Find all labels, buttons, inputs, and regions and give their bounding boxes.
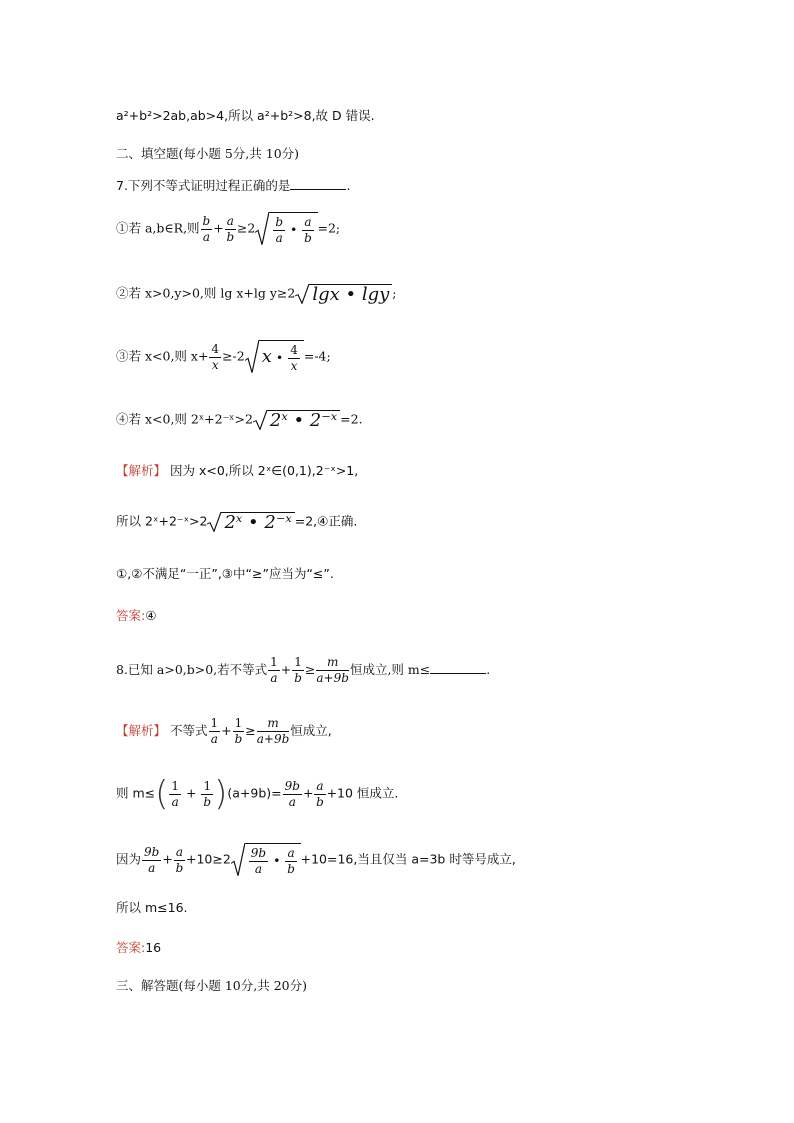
text: +10≥2 xyxy=(185,851,231,867)
text-line xyxy=(116,108,375,124)
text: 恒成立, xyxy=(290,723,332,738)
square-root: 2ˣ • 2⁻ˣ xyxy=(253,410,340,430)
analysis-line xyxy=(116,900,188,916)
fraction: $\frac{b}{a}$ xyxy=(202,213,211,244)
text: +10 恒成立. xyxy=(326,785,399,801)
square-root: 2ˣ • 2⁻ˣ xyxy=(207,512,294,532)
text: ; xyxy=(392,285,397,301)
fraction: $\frac{a}{b}$ xyxy=(316,778,324,809)
analysis-line: 【解析】 不等式 $\frac{1}{a}$ + $\frac{1}{b}$ ≥ $\frac{m}{a+9b}$ 恒成立, xyxy=(116,716,332,746)
answer-blank[interactable] xyxy=(290,189,346,190)
answer-label: 答案: xyxy=(116,608,146,623)
fraction: $\frac{1}{b}$ xyxy=(294,655,302,685)
text: 所以 m≤16. xyxy=(116,900,188,915)
text: 因为 x<0,所以 2ˣ∈(0,1),2⁻ˣ>1, xyxy=(170,463,359,478)
answer-line xyxy=(116,608,156,624)
text: 所以 2ˣ+2⁻ˣ>2 xyxy=(116,513,208,529)
fraction: $\frac{a}{b}$ xyxy=(226,213,235,244)
section-heading xyxy=(116,146,299,162)
square-root: lgx • lgy xyxy=(295,284,392,304)
analysis-label: 【解析】 xyxy=(116,463,167,478)
text: =-4; xyxy=(303,348,331,364)
text: +10=16,当且仅当 a=3b 时等号成立, xyxy=(300,851,516,867)
fraction: $\frac{9b}{a}$ xyxy=(144,844,160,875)
analysis-line xyxy=(116,463,358,479)
option-1: ①若 a,b∈R,则 $\frac{b}{a}$ + $\frac{a}{b}$ ≥2 $\frac{b}{a}$ • $\frac{a}{b}$ =2; xyxy=(116,213,341,245)
question-stem: 7.下列不等式证明过程正确的是 xyxy=(116,178,291,193)
fraction: $\frac{a}{b}$ xyxy=(175,844,184,875)
option-4 xyxy=(116,410,363,430)
fraction: $\frac{9b}{a}$ xyxy=(284,778,300,809)
fraction: $\frac{4}{x}$ xyxy=(211,341,220,372)
analysis-line xyxy=(116,566,334,582)
option-text: ①若 a,b∈R,则 xyxy=(116,220,200,236)
text: a²+b²>2ab,ab>4,所以 a²+b²>8,故 D 错误. xyxy=(116,108,375,123)
question-7 xyxy=(116,178,350,194)
square-root: x • $\frac{4}{x}$ xyxy=(245,340,304,374)
answer-line xyxy=(116,940,161,956)
square-root: $\frac{b}{a}$ • $\frac{a}{b}$ xyxy=(255,212,317,246)
analysis-label: 【解析】 xyxy=(116,723,167,738)
text: (a+9b)= xyxy=(227,785,282,801)
square-root: $\frac{9b}{a}$ • $\frac{a}{b}$ xyxy=(231,843,301,877)
text: ①,②不满足“一正”,③中“≥”应当为“≤”. xyxy=(116,566,334,581)
period: . xyxy=(346,178,351,193)
analysis-line: 因为 $\frac{9b}{a}$ + $\frac{a}{b}$ +10≥2 $\frac{9b}{a}$ • $\frac{a}{b}$ +10=16,当且仅当 a=3b 时等号成立, xyxy=(116,844,516,876)
text: =2,④正确. xyxy=(294,513,358,529)
text: 则 m≤ xyxy=(116,785,156,801)
text: 不等式 xyxy=(170,723,208,738)
answer-value: ④ xyxy=(145,608,157,623)
question-stem: 8.已知 a>0,b>0,若不等式 xyxy=(116,662,268,677)
option-text: ③若 x<0,则 x+ xyxy=(116,348,209,364)
fraction: $\frac{m}{a+9b}$ xyxy=(256,716,290,746)
section-title: 二、填空题(每小题 5分,共 10分) xyxy=(116,146,300,161)
fraction: $\frac{1}{a}$ xyxy=(270,655,278,685)
option-text: ④若 x<0,则 2ˣ+2⁻ˣ>2 xyxy=(116,411,253,427)
fraction: $\frac{m}{a+9b}$ xyxy=(316,655,349,685)
answer-blank[interactable] xyxy=(430,673,486,674)
text: =2. xyxy=(340,411,363,427)
text: 恒成立,则 m≤ xyxy=(349,662,431,677)
text: ≥2 xyxy=(236,220,256,236)
answer-label: 答案: xyxy=(116,940,146,955)
option-2 xyxy=(116,284,397,304)
section-title: 三、解答题(每小题 10分,共 20分) xyxy=(116,978,307,993)
answer-value: 16 xyxy=(145,940,162,955)
analysis-line xyxy=(116,512,357,532)
analysis-line: 则 m≤( $\frac{1}{a}$ + $\frac{1}{b}$ )(a+9b)= $\frac{9b}{a}$ + $\frac{a}{b}$ +10 恒成立. xyxy=(116,774,399,814)
option-3 xyxy=(116,340,331,374)
fraction: $\frac{1}{a}$ xyxy=(210,716,219,746)
section-heading xyxy=(116,978,307,994)
option-text: ②若 x>0,y>0,则 lg x+lg y≥2 xyxy=(116,285,296,301)
question-8: 8.已知 a>0,b>0,若不等式 $\frac{1}{a}$ + $\frac{1}{b}$ ≥ $\frac{m}{a+9b}$ 恒成立,则 m≤ . xyxy=(116,655,491,685)
text: 因为 xyxy=(116,851,142,867)
text: ≥-2 xyxy=(222,348,245,364)
fraction: $\frac{1}{b}$ xyxy=(234,716,243,746)
text: =2; xyxy=(317,220,341,236)
